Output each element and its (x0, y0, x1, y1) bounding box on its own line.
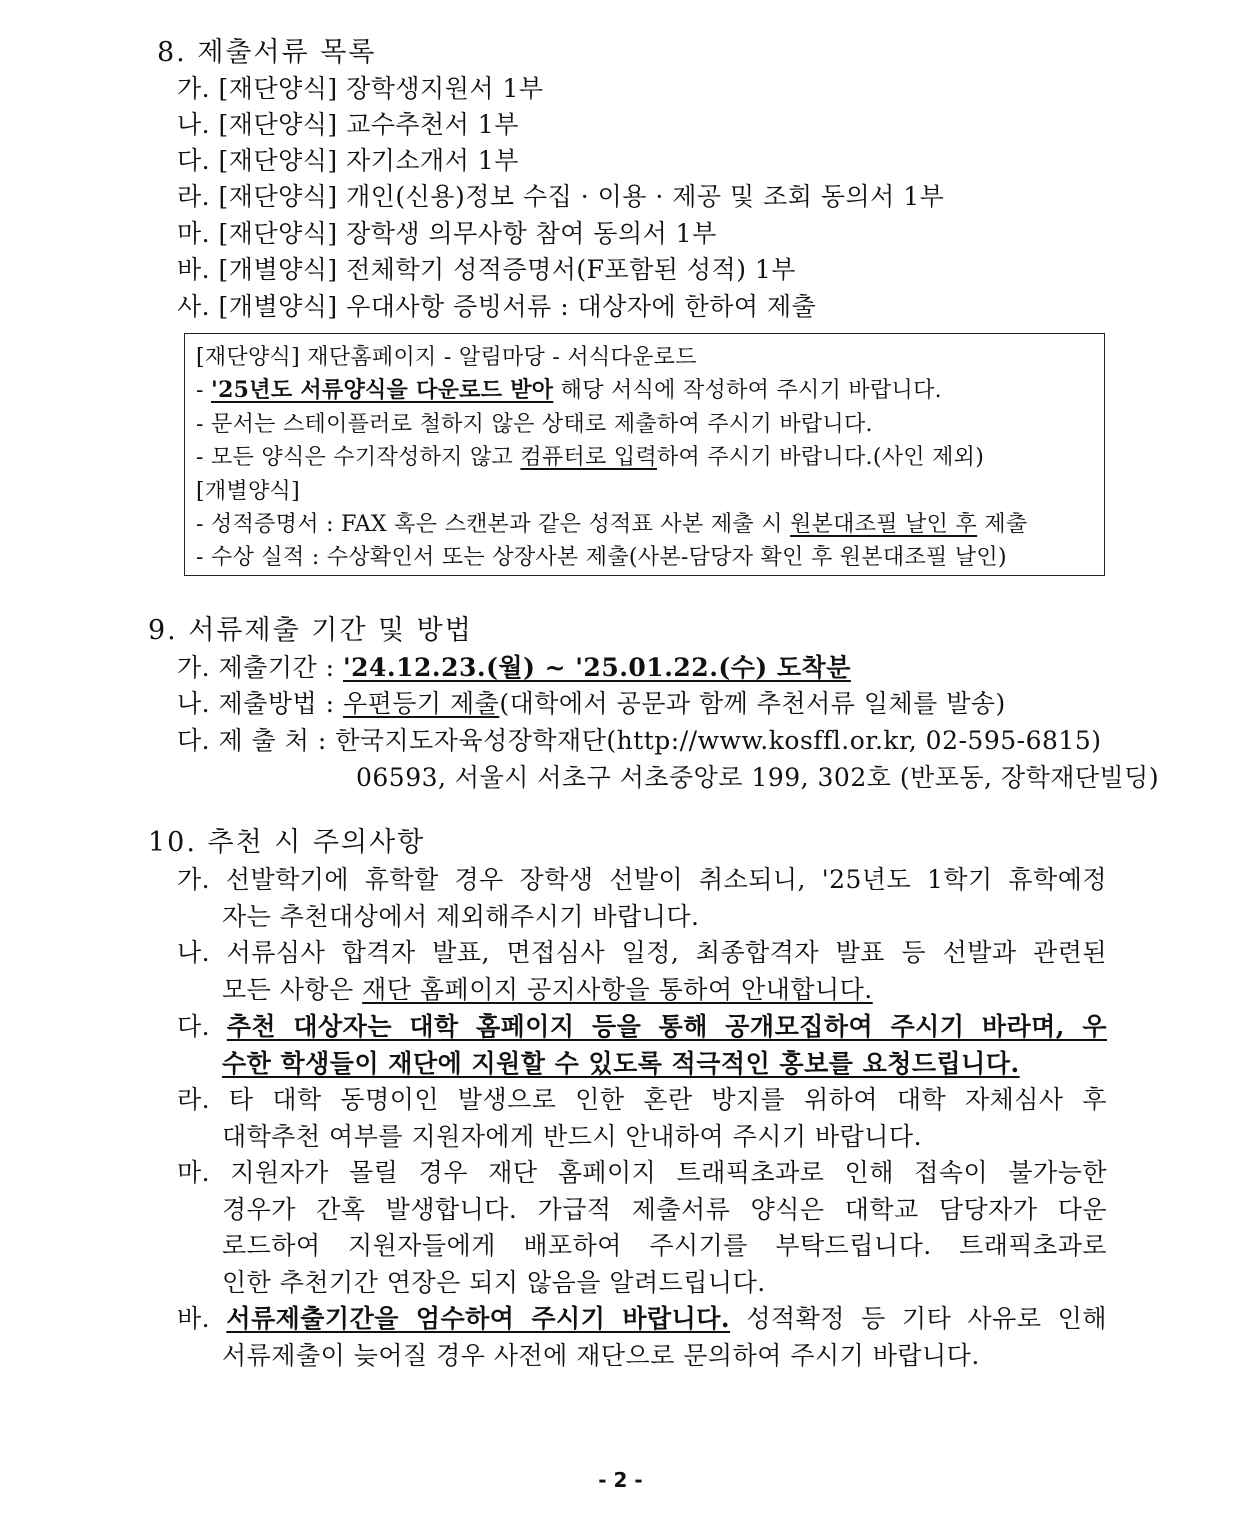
underlined-text: '24.12.23.(월) ~ '25.01.22.(수) 도착분 (342, 653, 851, 682)
underlined-text: 수한 학생들이 재단에 지원할 수 있도록 적극적인 홍보를 요청드립니다. (222, 1049, 1020, 1078)
box-line: - 성적증명서 : FAX 혹은 스캔본과 같은 성적표 사본 제출 시 원본대조필 날인 후 제출 (196, 512, 1028, 537)
list-item: 가. 제출기간 : '24.12.23.(월) ~ '25.01.22.(수) 도착분 (177, 653, 851, 682)
box-line: - '25년도 서류양식을 다운로드 받아 해당 서식에 작성하여 주시기 바랍니다. (196, 377, 942, 403)
box-line: [재단양식] 재단홈페이지 - 알림마당 - 서식다운로드 (196, 345, 697, 370)
list-item: 바. [개별양식] 전체학기 성적증명서(F포함된 성적) 1부 (177, 255, 796, 284)
list-item: 바. 서류제출기간을 엄수하여 주시기 바랍니다. 성적확정 등 기타 사유로 인해 (177, 1304, 1107, 1333)
underlined-text: 서류제출기간을 엄수하여 주시기 바랍니다. (226, 1304, 731, 1333)
box-line: [개별양식] (196, 479, 300, 504)
list-item: 인한 추천기간 연장은 되지 않음을 알려드립니다. (222, 1268, 766, 1297)
list-item: 다. 제 출 처 : 한국지도자육성장학재단(http://www.kosffl.or.kr, 02-595-6815) (177, 726, 1102, 755)
list-item: 나. [재단양식] 교수추천서 1부 (177, 110, 519, 139)
list-item: 라. [재단양식] 개인(신용)정보 수집 · 이용 · 제공 및 조회 동의서 1부 (177, 182, 945, 211)
list-item: 다. 추천 대상자는 대학 홈페이지 등을 통해 공개모집하여 주시기 바라며, 우 (177, 1012, 1107, 1041)
list-item: 마. 지원자가 몰릴 경우 재단 홈페이지 트래픽초과로 인해 접속이 불가능한 (177, 1158, 1107, 1187)
list-item: 대학추천 여부를 지원자에게 반드시 안내하여 주시기 바랍니다. (222, 1122, 923, 1151)
list-item: 다. [재단양식] 자기소개서 1부 (177, 146, 519, 175)
list-item: 가. 선발학기에 휴학할 경우 장학생 선발이 취소되니, '25년도 1학기 휴학예정 (177, 865, 1107, 894)
box-line: - 문서는 스테이플러로 철하지 않은 상태로 제출하여 주시기 바랍니다. (196, 412, 873, 437)
list-item: 나. 서류심사 합격자 발표, 면접심사 일정, 최종합격자 발표 등 선발과 관련된 (177, 938, 1107, 967)
list-item: 경우가 간혹 발생합니다. 가급적 제출서류 양식은 대학교 담당자가 다운 (222, 1195, 1107, 1224)
box-line: - 모든 양식은 수기작성하지 않고 컴퓨터로 입력하여 주시기 바랍니다.(사인 제외) (196, 445, 985, 470)
underlined-text: 재단 홈페이지 공지사항을 통하여 안내합니다. (362, 975, 873, 1004)
list-item: 로드하여 지원자들에게 배포하여 주시기를 부탁드립니다. 트래픽초과로 (222, 1231, 1107, 1260)
underlined-text: 원본대조필 날인 후 (790, 512, 978, 537)
list-item: 나. 제출방법 : 우편등기 제출(대학에서 공문과 함께 추천서류 일체를 발송) (177, 689, 1006, 718)
list-item: 서류제출이 늦어질 경우 사전에 재단으로 문의하여 주시기 바랍니다. (222, 1341, 980, 1370)
underlined-text: 우편등기 제출 (342, 689, 500, 718)
underlined-text: '25년도 서류양식을 다운로드 받아 (211, 377, 554, 403)
list-item: 모든 사항은 재단 홈페이지 공지사항을 통하여 안내합니다. (222, 975, 873, 1004)
underlined-text: 추천 대상자는 대학 홈페이지 등을 통해 공개모집하여 주시기 바라며, 우 (226, 1012, 1107, 1041)
list-item (222, 1044, 1020, 1080)
underlined-text: 컴퓨터로 입력 (520, 445, 657, 470)
page-number: - 2 - (598, 1468, 643, 1492)
section-8-title: 8. 제출서류 목록 (157, 37, 377, 68)
section-9-title: 9. 서류제출 기간 및 방법 (148, 615, 473, 646)
list-item: 라. 타 대학 동명이인 발생으로 인한 혼란 방지를 위하여 대학 자체심사 후 (177, 1085, 1107, 1114)
list-item: 06593, 서울시 서초구 서초중앙로 199, 302호 (반포동, 장학재단빌딩) (356, 763, 1160, 792)
list-item: 자는 추천대상에서 제외해주시기 바랍니다. (222, 902, 700, 931)
list-item: 마. [재단양식] 장학생 의무사항 참여 동의서 1부 (177, 219, 717, 248)
list-item: 가. [재단양식] 장학생지원서 1부 (177, 74, 544, 103)
list-item: 사. [개별양식] 우대사항 증빙서류 : 대상자에 한하여 제출 (177, 292, 817, 321)
section-10-title: 10. 추천 시 주의사항 (148, 827, 426, 858)
box-line: - 수상 실적 : 수상확인서 또는 상장사본 제출(사본-담당자 확인 후 원본대조필 날인) (196, 545, 1007, 570)
